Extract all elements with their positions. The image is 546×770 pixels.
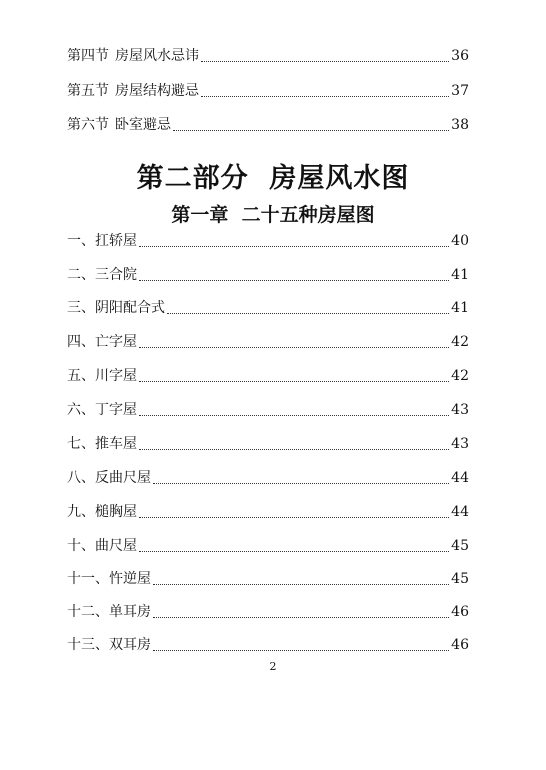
toc-entry[interactable]: [67, 601, 469, 623]
toc-entry[interactable]: [67, 568, 469, 590]
toc-entry-label: 三、阴阳配合式: [67, 300, 165, 316]
toc-entry-section[interactable]: [67, 45, 469, 67]
toc-entry-page: 45: [451, 571, 469, 587]
toc-leader-dots: [139, 347, 449, 348]
toc-entry-label: 五、川字屋: [67, 368, 137, 384]
toc-entry-page: 46: [451, 637, 469, 653]
toc-leader-dots: [139, 280, 449, 281]
toc-leader-dots: [139, 517, 449, 518]
toc-entry-label: 一、扛轿屋: [67, 233, 137, 249]
toc-leader-dots: [139, 381, 449, 382]
toc-leader-dots: [153, 617, 449, 618]
toc-entry-page: 36: [451, 48, 469, 64]
toc-entry[interactable]: [67, 264, 469, 286]
toc-leader-dots: [139, 551, 449, 552]
toc-entry-label: 四、亡字屋: [67, 334, 137, 350]
toc-entry-page: 41: [451, 300, 469, 316]
toc-entry-section[interactable]: [67, 114, 469, 136]
toc-entry[interactable]: [67, 501, 469, 523]
toc-entry[interactable]: [67, 365, 469, 387]
toc-entry-label: 十二、单耳房: [67, 604, 151, 620]
toc-leader-dots: [153, 584, 449, 585]
toc-entry-title: 卧室避忌: [115, 117, 171, 133]
toc-entry-label: 十一、忤逆屋: [67, 571, 151, 587]
toc-entry-prefix: 第五节: [67, 83, 109, 99]
toc-entry[interactable]: [67, 467, 469, 489]
toc-entry-label: 十三、双耳房: [67, 637, 151, 653]
toc-leader-dots: [201, 96, 449, 97]
toc-leader-dots: [139, 449, 449, 450]
toc-entry-page: 44: [451, 470, 469, 486]
toc-leader-dots: [173, 130, 449, 131]
toc-entry-page: 41: [451, 267, 469, 283]
toc-entry-page: 37: [451, 83, 469, 99]
toc-entry[interactable]: [67, 297, 469, 319]
toc-entry-page: 43: [451, 402, 469, 418]
toc-entry[interactable]: [67, 230, 469, 252]
toc-leader-dots: [153, 650, 449, 651]
toc-entry-label: 二、三合院: [67, 267, 137, 283]
toc-entry-prefix: 第四节: [67, 48, 109, 64]
toc-leader-dots: [139, 415, 449, 416]
toc-entry-label: 七、推车屋: [67, 436, 137, 452]
toc-entry-page: 43: [451, 436, 469, 452]
part-title: 第二部分 房屋风水图: [136, 163, 410, 194]
toc-entry-page: 46: [451, 604, 469, 620]
toc-entry-label: 十、曲尺屋: [67, 538, 137, 554]
toc-entry-label: 六、丁字屋: [67, 402, 137, 418]
toc-leader-dots: [153, 483, 449, 484]
chapter-title: 第一章 二十五种房屋图: [171, 204, 375, 226]
page-number: 2: [269, 660, 277, 673]
toc-entry-page: 42: [451, 368, 469, 384]
toc-entry-label: 八、反曲尺屋: [67, 470, 151, 486]
toc-entry-label: 九、槌胸屋: [67, 504, 137, 520]
toc-entry[interactable]: [67, 433, 469, 455]
toc-entry-title: 房屋结构避忌: [115, 83, 199, 99]
toc-entry-page: 38: [451, 117, 469, 133]
toc-entry-prefix: 第六节: [67, 117, 109, 133]
toc-entry-page: 40: [451, 233, 469, 249]
toc-entry-page: 45: [451, 538, 469, 554]
toc-entry[interactable]: [67, 331, 469, 353]
toc-entry-title: 房屋风水忌讳: [115, 48, 199, 64]
toc-entry[interactable]: [67, 535, 469, 557]
toc-entry-section[interactable]: [67, 80, 469, 102]
toc-leader-dots: [167, 313, 449, 314]
toc-entry[interactable]: [67, 634, 469, 656]
toc-leader-dots: [139, 246, 449, 247]
toc-entry-page: 44: [451, 504, 469, 520]
toc-entry[interactable]: [67, 399, 469, 421]
toc-entry-page: 42: [451, 334, 469, 350]
toc-leader-dots: [201, 61, 449, 62]
